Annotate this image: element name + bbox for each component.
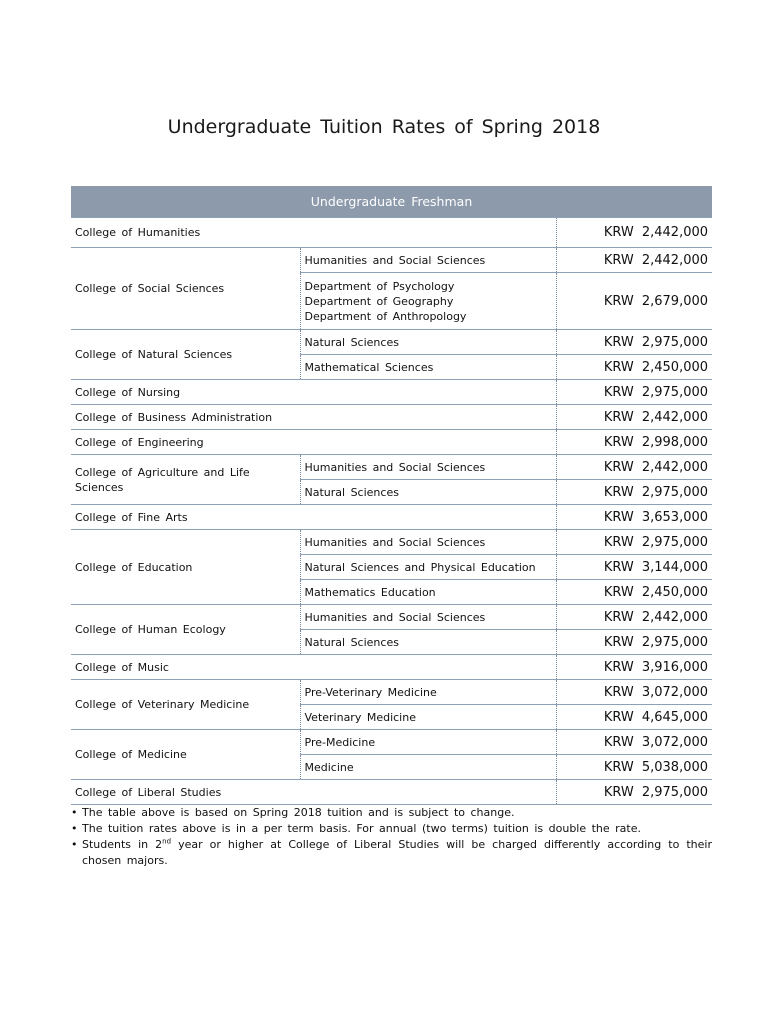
college-name: College of Music <box>71 655 556 680</box>
tuition-fee: KRW 2,975,000 <box>556 380 712 405</box>
footnotes <box>71 805 712 869</box>
bullet-icon: • <box>71 838 78 851</box>
tuition-fee: KRW 2,975,000 <box>556 330 712 355</box>
college-name: College of Human Ecology <box>71 605 300 655</box>
college-name: College of Social Sciences <box>71 248 300 330</box>
table-row <box>71 218 712 248</box>
table-body <box>71 218 712 805</box>
department-name: Veterinary Medicine <box>300 705 556 730</box>
college-name: College of Fine Arts <box>71 505 556 530</box>
tuition-fee: KRW 2,450,000 <box>556 580 712 605</box>
table-row <box>71 380 712 405</box>
tuition-fee: KRW 2,679,000 <box>556 273 712 330</box>
tuition-fee: KRW 4,645,000 <box>556 705 712 730</box>
tuition-fee: KRW 5,038,000 <box>556 755 712 780</box>
footnote-text: year or higher at College of Liberal Studies will be charged differently according to their chosen majors. <box>82 838 712 867</box>
college-name: College of Medicine <box>71 730 300 780</box>
tuition-fee: KRW 3,072,000 <box>556 730 712 755</box>
table-row <box>71 505 712 530</box>
tuition-fee: KRW 2,975,000 <box>556 480 712 505</box>
table-row <box>71 455 712 480</box>
table-row <box>71 680 712 705</box>
table-row <box>71 530 712 555</box>
department-name: Humanities and Social Sciences <box>300 455 556 480</box>
footnote-text: Students in 2 <box>82 838 163 851</box>
department-name: Pre-Veterinary Medicine <box>300 680 556 705</box>
department-name: Department of Psychology Department of Geography Department of Anthropology <box>300 273 556 330</box>
tuition-fee: KRW 3,072,000 <box>556 680 712 705</box>
tuition-fee: KRW 2,975,000 <box>556 630 712 655</box>
bullet-icon: • <box>71 822 78 835</box>
department-name: Natural Sciences and Physical Education <box>300 555 556 580</box>
department-name: Medicine <box>300 755 556 780</box>
department-name: Humanities and Social Sciences <box>300 530 556 555</box>
college-name: College of Business Administration <box>71 405 556 430</box>
department-name: Pre-Medicine <box>300 730 556 755</box>
college-name: College of Humanities <box>71 218 556 248</box>
footnote <box>71 821 712 837</box>
department-name: Natural Sciences <box>300 480 556 505</box>
table-row <box>71 780 712 805</box>
college-name: College of Natural Sciences <box>71 330 300 380</box>
tuition-fee: KRW 2,442,000 <box>556 605 712 630</box>
tuition-fee: KRW 2,975,000 <box>556 780 712 805</box>
table-row <box>71 655 712 680</box>
bullet-icon: • <box>71 806 78 819</box>
college-name: College of Nursing <box>71 380 556 405</box>
table-header-row <box>71 186 712 218</box>
college-name: College of Liberal Studies <box>71 780 556 805</box>
department-name: Humanities and Social Sciences <box>300 248 556 273</box>
tuition-fee: KRW 2,998,000 <box>556 430 712 455</box>
tuition-fee: KRW 3,916,000 <box>556 655 712 680</box>
tuition-fee: KRW 2,442,000 <box>556 248 712 273</box>
tuition-table-container <box>71 186 712 805</box>
tuition-table <box>71 186 712 805</box>
table-row <box>71 330 712 355</box>
college-name: College of Veterinary Medicine <box>71 680 300 730</box>
college-name: College of Agriculture and Life Sciences <box>71 455 300 505</box>
department-name: Mathematics Education <box>300 580 556 605</box>
superscript: nd <box>162 837 172 846</box>
table-row <box>71 605 712 630</box>
tuition-fee: KRW 3,653,000 <box>556 505 712 530</box>
footnote <box>71 805 712 821</box>
department-name: Mathematical Sciences <box>300 355 556 380</box>
college-name: College of Engineering <box>71 430 556 455</box>
table-row <box>71 430 712 455</box>
table-header: Undergraduate Freshman <box>71 186 712 218</box>
tuition-fee: KRW 2,442,000 <box>556 405 712 430</box>
tuition-fee: KRW 2,442,000 <box>556 218 712 248</box>
college-name: College of Education <box>71 530 300 605</box>
tuition-fee: KRW 3,144,000 <box>556 555 712 580</box>
footnote-text: The tuition rates above is in a per term basis. For annual (two terms) tuition is double the rate. <box>82 822 642 835</box>
table-row <box>71 730 712 755</box>
page-title: Undergraduate Tuition Rates of Spring 2018 <box>167 116 601 138</box>
department-name: Natural Sciences <box>300 330 556 355</box>
department-name: Humanities and Social Sciences <box>300 605 556 630</box>
footnote <box>71 837 712 869</box>
tuition-fee: KRW 2,450,000 <box>556 355 712 380</box>
footnote-text: The table above is based on Spring 2018 tuition and is subject to change. <box>82 806 515 819</box>
tuition-fee: KRW 2,442,000 <box>556 455 712 480</box>
table-row <box>71 248 712 273</box>
tuition-fee: KRW 2,975,000 <box>556 530 712 555</box>
department-name: Natural Sciences <box>300 630 556 655</box>
table-row <box>71 405 712 430</box>
